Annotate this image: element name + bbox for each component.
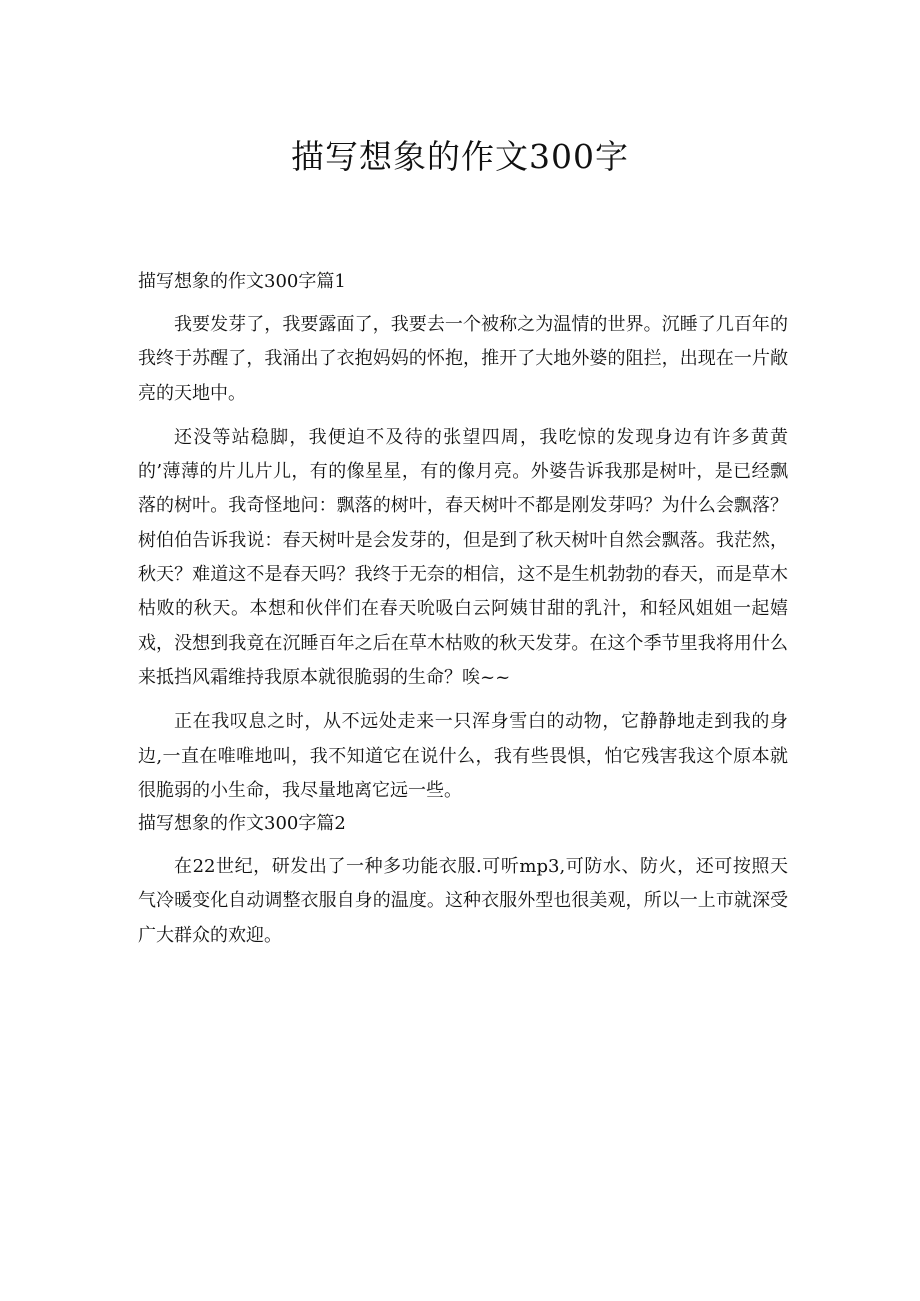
paragraph: 正在我叹息之时，从不远处走来一只浑身雪白的动物，它静静地走到我的身边,一直在唯唯地叫，我不知道它在说什么，我有些畏惧，怕它残害我这个原本就很脆弱的小生命，我尽量地离它远一些。 — [138, 711, 788, 801]
document-body — [138, 266, 788, 953]
section-heading: 描写想象的作文300字篇1 — [138, 271, 346, 292]
paragraph: 在22世纪，研发出了一种多功能衣服.可听mp3,可防水、防火，还可按照天气冷暖变化自动调整衣服自身的温度。这种衣服外型也很美观，所以一上市就深受广大群众的欢迎。 — [138, 856, 788, 946]
section-heading: 描写想象的作文300字篇2 — [138, 813, 346, 835]
paragraph: 还没等站稳脚，我便迫不及待的张望四周，我吃惊的发现身边有许多黄黄的’薄薄的片儿片儿，有的像星星，有的像月亮。外婆告诉我那是树叶，是已经飘落的树叶。我奇怪地问：飘落的树叶，春天树叶不都是刚发芽吗？为什么会飘落？树伯伯告诉我说：春天树叶是会发芽的，但是到了秋天树叶自然会飘落。我茫然，秋天？难道这不是春天吗？我终于无奈的相信，这不是生机勃勃的春天，而是草木枯败的秋天。本想和伙伴们在春天吮吸白云阿姨甘甜的乳汁，和轻风姐姐一起嬉戏，没想到我竟在沉睡百年之后在草木枯败的秋天发芽。在这个季节里我将用什么来抵挡风霜维持我原本就很脆弱的生命？唉~~ — [138, 426, 788, 688]
document-title: 描写想象的作文300字 — [291, 137, 629, 176]
paragraph: 我要发芽了，我要露面了，我要去一个被称之为温情的世界。沉睡了几百年的我终于苏醒了，我涌出了衣抱妈妈的怀抱，推开了大地外婆的阻拦，出现在一片敞亮的天地中。 — [138, 314, 788, 404]
